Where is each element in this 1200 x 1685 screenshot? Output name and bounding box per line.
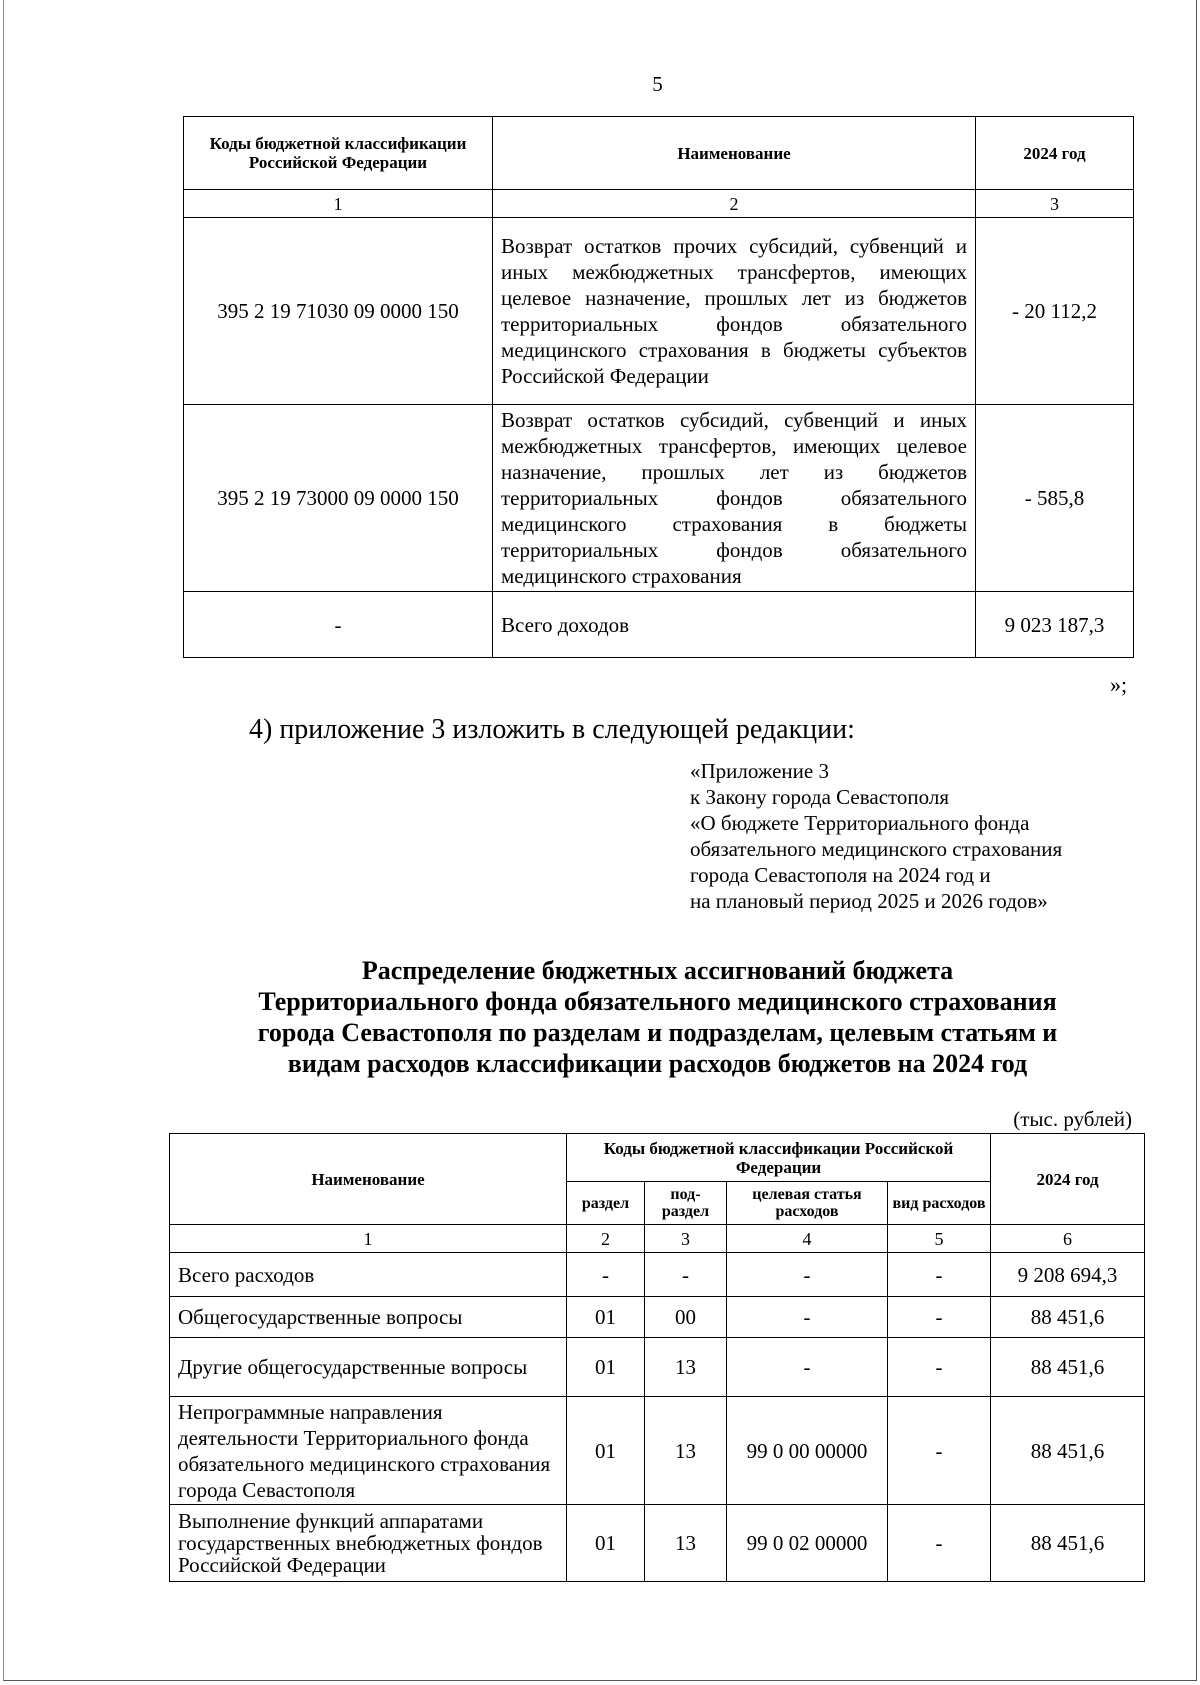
column-number: 3 <box>976 190 1134 218</box>
section-title <box>0 955 1200 1079</box>
row-section: 01 <box>567 1397 645 1505</box>
row-value: 88 451,6 <box>991 1505 1145 1582</box>
row-name: Всего доходов <box>493 592 976 658</box>
subheader-section: раздел <box>567 1182 645 1225</box>
header-year: 2024 год <box>976 117 1134 190</box>
column-number: 3 <box>645 1225 727 1253</box>
table-row <box>170 1505 1145 1582</box>
title-line: Распределение бюджетных ассигнований бюджета <box>361 956 954 985</box>
budget-code: 395 2 19 73000 09 0000 150 <box>184 405 493 592</box>
closing-quote: »; <box>1110 672 1128 697</box>
column-number: 6 <box>991 1225 1145 1253</box>
units-label: (тыс. рублей) <box>1013 1107 1132 1131</box>
table-row <box>184 218 1134 405</box>
row-name: Выполнение функций аппаратами государственных внебюджетных фондов Российской Федерации <box>170 1505 567 1582</box>
row-target: 99 0 02 00000 <box>727 1505 888 1582</box>
table-row <box>170 1338 1145 1397</box>
header-name: Наименование <box>170 1134 567 1225</box>
column-number: 1 <box>170 1225 567 1253</box>
revenue-table <box>183 116 1134 658</box>
subheader-subsection: под-раздел <box>645 1182 727 1225</box>
table-row <box>170 1297 1145 1338</box>
header-year: 2024 год <box>991 1134 1145 1225</box>
appendix-line: к Закону города Севастополя <box>690 785 950 809</box>
column-number: 4 <box>727 1225 888 1253</box>
row-subsection: - <box>645 1253 727 1297</box>
item-4-text: 4) приложение 3 изложить в следующей редакции: <box>249 714 855 745</box>
column-number: 1 <box>184 190 493 218</box>
row-name: Другие общегосударственные вопросы <box>170 1338 567 1397</box>
table-row <box>170 1253 1145 1297</box>
row-value: 9 208 694,3 <box>991 1253 1145 1297</box>
row-type: - <box>888 1297 991 1338</box>
row-value: - 20 112,2 <box>976 218 1134 405</box>
row-type: - <box>888 1253 991 1297</box>
row-value: 88 451,6 <box>991 1297 1145 1338</box>
row-subsection: 13 <box>645 1505 727 1582</box>
row-subsection: 13 <box>645 1397 727 1505</box>
table-row <box>170 1397 1145 1505</box>
appendix-line: на плановый период 2025 и 2026 годов» <box>690 889 1048 913</box>
row-value: 88 451,6 <box>991 1397 1145 1505</box>
title-line: Территориального фонда обязательного медицинского страхования <box>258 987 1057 1016</box>
header-codes: Коды бюджетной классификации Российской Федерации <box>184 117 493 190</box>
column-number: 2 <box>493 190 976 218</box>
subheader-type: вид расходов <box>888 1182 991 1225</box>
row-target: - <box>727 1338 888 1397</box>
row-value: 88 451,6 <box>991 1338 1145 1397</box>
header-name: Наименование <box>493 117 976 190</box>
title-line: города Севастополя по разделам и подразделам, целевым статьям и <box>257 1018 1058 1047</box>
row-section: 01 <box>567 1297 645 1338</box>
column-number: 5 <box>888 1225 991 1253</box>
row-section: - <box>567 1253 645 1297</box>
row-section: 01 <box>567 1338 645 1397</box>
row-type: - <box>888 1338 991 1397</box>
row-name: Общегосударственные вопросы <box>170 1297 567 1338</box>
row-target: 99 0 00 00000 <box>727 1397 888 1505</box>
table-row <box>184 592 1134 658</box>
row-name: Возврат остатков субсидий, субвенций и иных межбюджетных трансфертов, имеющих целевое назначение, прошлых лет из бюджетов территориальных фондов обязательного медицинского страхования в бюджеты территориальных фондов обязательного медицинского страхования <box>493 405 976 592</box>
budget-code: - <box>184 592 493 658</box>
title-line: видам расходов классификации расходов бюджетов на 2024 год <box>287 1049 1028 1078</box>
budget-code: 395 2 19 71030 09 0000 150 <box>184 218 493 405</box>
column-number: 2 <box>567 1225 645 1253</box>
appendix-line: города Севастополя на 2024 год и <box>690 863 991 887</box>
table-row <box>184 405 1134 592</box>
header-codes: Коды бюджетной классификации Российской Федерации <box>567 1134 991 1182</box>
page-number: 5 <box>652 72 663 96</box>
row-value: - 585,8 <box>976 405 1134 592</box>
row-value: 9 023 187,3 <box>976 592 1134 658</box>
appendix-line: обязательного медицинского страхования <box>690 837 1063 861</box>
row-name: Возврат остатков прочих субсидий, субвенций и иных межбюджетных трансфертов, имеющих целевое назначение, прошлых лет из бюджетов территориальных фондов обязательного медицинского страхования в бюджеты субъектов Российской Федерации <box>493 218 976 405</box>
row-name: Всего расходов <box>170 1253 567 1297</box>
subheader-target: целевая статья расходов <box>727 1182 888 1225</box>
appendix-note <box>690 758 1062 914</box>
row-name: Непрограммные направления деятельности Территориального фонда обязательного медицинского страхования города Севастополя <box>170 1397 567 1505</box>
appendix-line: «Приложение 3 <box>690 759 829 783</box>
row-type: - <box>888 1397 991 1505</box>
appendix-line: «О бюджете Территориального фонда <box>690 811 1030 835</box>
row-section: 01 <box>567 1505 645 1582</box>
row-subsection: 13 <box>645 1338 727 1397</box>
expenses-table <box>169 1133 1145 1582</box>
row-type: - <box>888 1505 991 1582</box>
row-target: - <box>727 1297 888 1338</box>
row-target: - <box>727 1253 888 1297</box>
row-subsection: 00 <box>645 1297 727 1338</box>
